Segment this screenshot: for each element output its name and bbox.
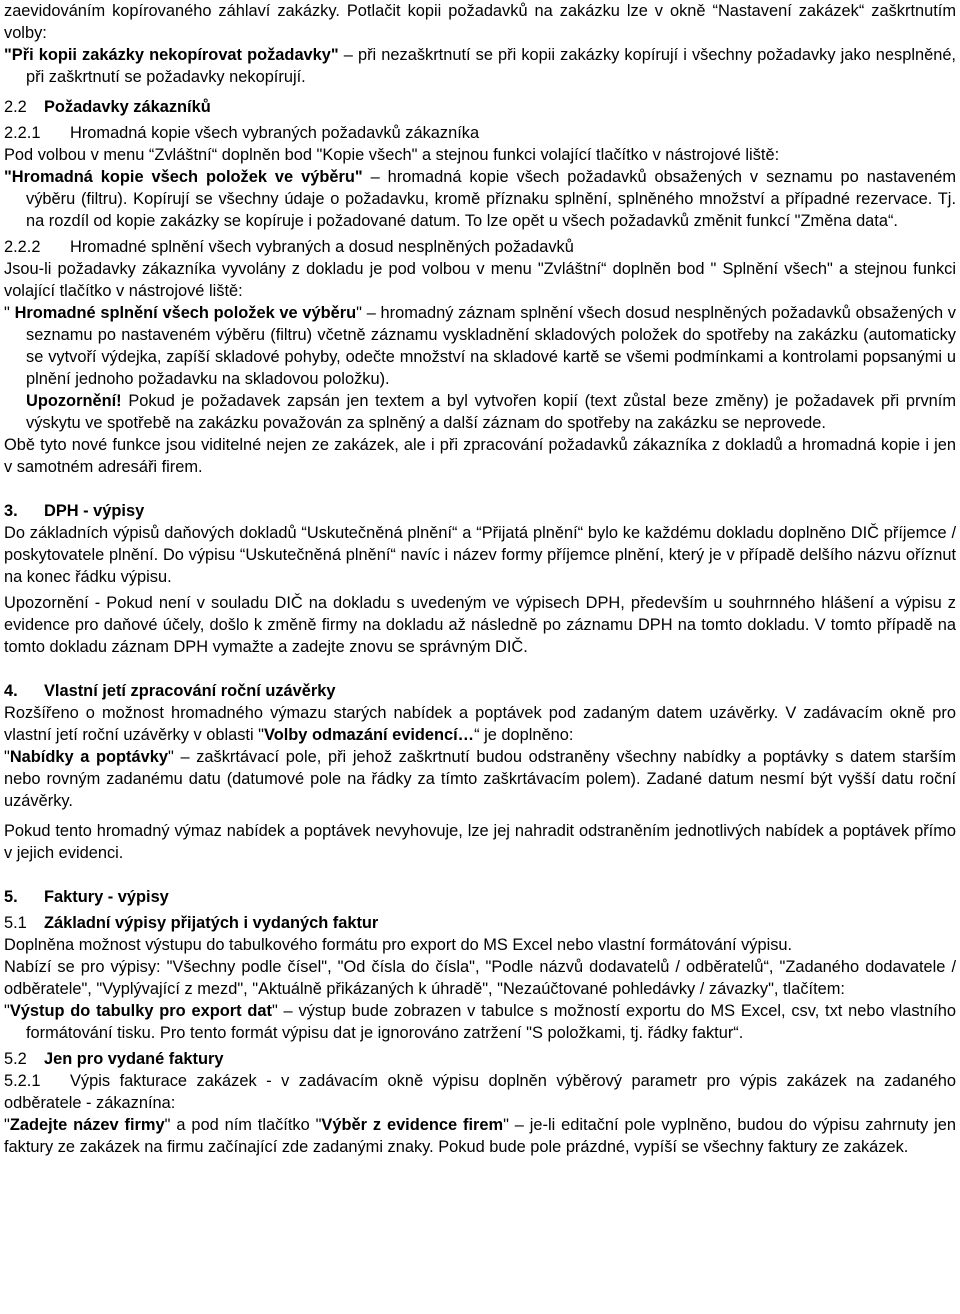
paragraph-copy-header: zaevidováním kopírovaného záhlaví zakázky. Potlačit kopii požadavků na zakázku lze v okně “Nastavení zakázek“ zaškrtnutím volby:	[4, 2, 956, 42]
button-name: Výstup do tabulky pro export dat	[9, 1002, 272, 1020]
heading-number: 4.	[4, 682, 18, 700]
quote-open: "	[4, 1002, 10, 1020]
heading-title: Vlastní jetí zpracování roční uzávěrky	[44, 682, 336, 700]
warning-text: Pokud je požadavek zapsán jen textem a byl vytvořen kopií (text zůstal beze změny) je požadavek při prvním výskytu ve spotřebě na zakázku považován za splněný a další záznam do spotřeby na zakázku se neprovede.	[26, 392, 956, 432]
field-description: " – je-li editační pole vyplněno, budou do výpisu zahrnuty jen faktury ze zakázek na firmu začínající zde zadanými znaky. Pokud bude pole prázdné, vypíší se všechny faktury ze zakázek.	[4, 1116, 956, 1156]
paragraph-vat-lists: Do základních výpisů daňových dokladů “Uskutečněná plnění“ a “Přijatá plnění“ bylo ke každému dokladu doplněno DIČ příjemce / poskytovatele plnění. Do výpisu “Uskutečněná plnění“ navíc i název formy příjemce plnění, který je v případě delšího názvu oříznut na konec řádku výpisu.	[4, 524, 956, 586]
heading-number: 2.2.2	[4, 238, 41, 256]
paragraph-offers-checkbox	[4, 746, 956, 812]
paragraph-option-no-copy	[4, 44, 956, 88]
checkbox-description: " – zaškrtávací pole, při jehož zaškrtnutí budou odstraněny všechny nabídky a poptávky s datem starším nebo rovným zadanému datu (datumové pole na řádky za tímto zaškrtávacím polem). Zadané datum nesmí být vyšší datu roční uzávěrky.	[4, 748, 957, 810]
heading-5-1	[4, 912, 956, 934]
heading-number: 2.2.1	[4, 124, 41, 142]
checkbox-name: Nabídky a poptávky	[9, 748, 168, 766]
heading-title: Jen pro vydané faktury	[44, 1050, 224, 1068]
heading-5	[4, 886, 956, 908]
text-run: " a pod ním tlačítko "	[164, 1116, 322, 1134]
button-description: " – výstup bude zobrazen v tabulce s možností exportu do MS Excel, csv, txt nebo vlastního formátování tisku. Pro tento formát výpisu dat je ignorováno zatržení "S položkami, tj. řádky faktur“.	[26, 1002, 956, 1042]
heading-number: 5.2	[4, 1050, 27, 1068]
paragraph-closing-extended	[4, 702, 956, 746]
heading-title: Faktury - výpisy	[44, 888, 169, 906]
text-run: “ je doplněno:	[474, 726, 574, 744]
heading-title: Hromadná kopie všech vybraných požadavků zákazníka	[70, 124, 480, 142]
heading-number: 2.2	[4, 98, 27, 116]
heading-number: 3.	[4, 502, 18, 520]
quote-open: "	[4, 304, 15, 322]
field-name: Zadejte název firmy	[9, 1116, 165, 1134]
heading-2-2	[4, 96, 956, 118]
heading-5-2	[4, 1048, 956, 1070]
document-page	[4, 0, 956, 1158]
warning-label: Upozornění!	[26, 392, 122, 410]
text-run: Rozšířeno o možnost hromadného výmazu starých nabídek a poptávek pod zadaným datem uzávěrky. V zadávacím okně pro vlastní jetí roční uzávěrky v oblasti "	[4, 704, 956, 744]
paragraph-export-option: Doplněna možnost výstupu do tabulkového formátu pro export do MS Excel nebo vlastní formátování výpisu.	[4, 936, 793, 954]
heading-3	[4, 500, 956, 522]
paragraph-text: Výpis fakturace zakázek - v zadávacím okně výpisu doplněn výběrový parametr pro výpis zakázek na zadaného odběratele - zákaznína:	[4, 1072, 956, 1112]
heading-number: 5.	[4, 888, 18, 906]
heading-4	[4, 680, 956, 702]
option-group-name: Volby odmazání evidencí…	[263, 726, 475, 744]
option-name: "Při kopii zakázky nekopírovat požadavky"	[4, 46, 339, 64]
paragraph-warning	[4, 390, 956, 434]
paragraph-visibility: Obě tyto nové funkce jsou viditelné nejen ze zakázek, ale i při zpracování požadavků zákazníka z dokladů a hromadná kopie i jen v samotném adresáři firem.	[4, 436, 956, 476]
heading-title: DPH - výpisy	[44, 502, 145, 520]
heading-2-2-2	[4, 236, 956, 258]
paragraph-5-2-1	[4, 1070, 956, 1114]
paragraph-export-button	[4, 1000, 956, 1044]
paragraph-offers-alternative: Pokud tento hromadný výmaz nabídek a poptávek nevyhovuje, lze jej nahradit odstraněním jednotlivých nabídek a poptávek přímo v jejich evidenci.	[4, 822, 956, 862]
heading-title: Základní výpisy přijatých i vydaných faktur	[44, 914, 379, 932]
heading-title: Hromadné splnění všech vybraných a dosud nesplněných požadavků	[70, 238, 574, 256]
paragraph-copy-all-menu: Pod volbou v menu “Zvláštní“ doplněn bod "Kopie všech" a stejnou funkci volající tlačítko v nástrojové liště:	[4, 146, 780, 164]
button-name: Výběr z evidence firem	[321, 1116, 504, 1134]
function-name: Hromadné splnění všech položek ve výběru	[14, 304, 357, 322]
heading-number: 5.2.1	[4, 1072, 41, 1090]
paragraph-bulk-fulfil	[4, 302, 956, 390]
paragraph-list-types: Nabízí se pro výpisy: "Všechny podle čísel", "Od čísla do čísla", "Podle názvů dodavatelů / odběratelů“, "Zadaného dodavatele / odběratele", "Vyplývající z mezd", "Aktuálně přikázaných k úhradě", "Nezaúčtované pohledávky / závazky", tlačítem:	[4, 958, 956, 998]
paragraph-firm-filter	[4, 1114, 956, 1158]
paragraph-fulfil-all-menu: Jsou-li požadavky zákazníka vyvolány z dokladu je pod volbou v menu "Zvláštní“ doplněn bod " Splnění všech" a stejnou funkci volající tlačítko v nástrojové liště:	[4, 260, 956, 300]
paragraph-vat-warning: Upozornění - Pokud není v souladu DIČ na dokladu s uvedeným ve výpisech DPH, především u souhrnného hlášení a výpisu z evidence pro daňové účely, došlo k změně firmy na dokladu až následně po záznamu DPH na tomto dokladu. V tomto případě na tomto dokladu záznam DPH vymažte a zadejte znovu se správným DIČ.	[4, 594, 956, 656]
quote-open: "	[4, 1116, 10, 1134]
heading-2-2-1	[4, 122, 956, 144]
heading-number: 5.1	[4, 914, 27, 932]
option-description: – při nezaškrtnutí se při kopii zakázky kopírují i všechny požadavky jako nesplněné, při zaškrtnutí se požadavky nekopírují.	[26, 46, 956, 86]
quote-open: "	[4, 748, 10, 766]
heading-title: Požadavky zákazníků	[44, 98, 211, 116]
function-description: " – hromadný záznam splnění všech dosud nesplněných požadavků obsažených v seznamu po nastaveném výběru (filtru) včetně záznamu vyskladnění skladových položek do spotřeby na zakázku (automaticky se vytvoří výdejka, zapíší skladové pohyby, odečte množství na skladové kartě se všemi podmínkami a kontrolami popsanými u plnění jednoho požadavku na skladovou položku).	[26, 304, 956, 388]
function-name: "Hromadná kopie všech položek ve výběru"	[4, 168, 363, 186]
paragraph-bulk-copy	[4, 166, 956, 232]
function-description: – hromadná kopie všech požadavků obsažených v seznamu po nastaveném výběru (filtru). Kopírují se všechny údaje o požadavku, kromě příznaku splnění, splněného množství a případné rezervace. Tj. na rozdíl od kopie zakázky se kopíruje i požadované datum. To lze opět u všech požadavků změnit funkcí "Změna data“.	[26, 168, 956, 230]
